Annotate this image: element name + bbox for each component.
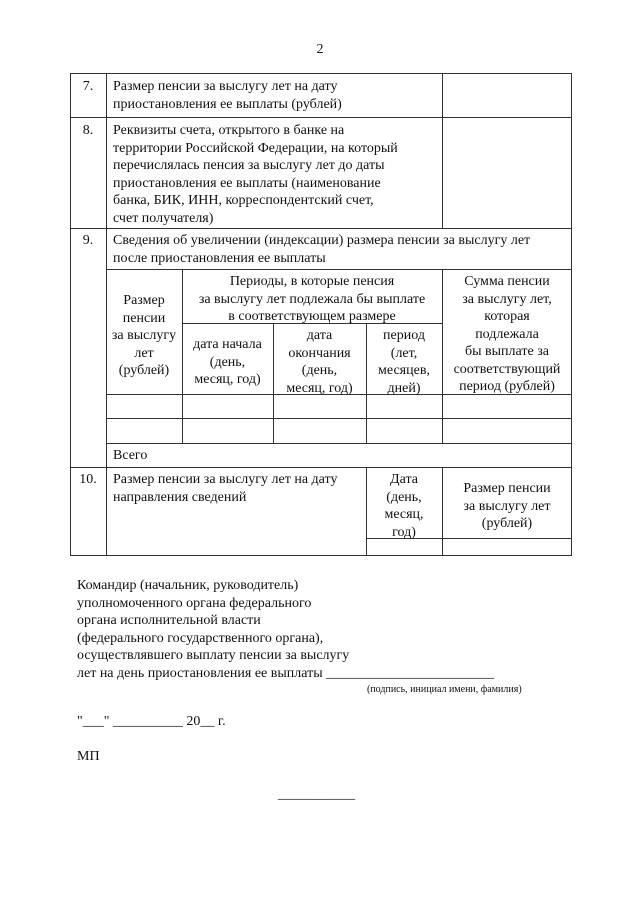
- sub-header-size-3: за выслугу: [111, 328, 177, 343]
- row10-number: 10.: [79, 472, 97, 487]
- signature-line-1: Командир (начальник, руководитель): [77, 578, 299, 593]
- row10-text-1: Размер пенсии за выслугу лет на дату: [113, 472, 338, 487]
- row8-text-3: перечислялась пенсия за выслугу лет до даты: [113, 158, 385, 173]
- row8-text-4: приостановления ее выплаты (наименование: [113, 175, 381, 191]
- row10-size-2: за выслугу лет: [463, 498, 551, 514]
- row9-text-1: Сведения об увеличении (индексации) размера пенсии за выслугу лет: [113, 233, 531, 248]
- sub-header-period-1: период: [383, 328, 425, 343]
- total-label: Всего: [113, 448, 148, 463]
- row10-date-3: месяц,: [384, 507, 424, 522]
- pension-table: [70, 73, 572, 556]
- row10-top: [70, 467, 572, 468]
- sub-header-period-2: (лет,: [390, 345, 418, 361]
- signature-line-3: органа исполнительной власти: [77, 613, 261, 628]
- row7-text-1: Размер пенсии за выслугу лет на дату: [113, 79, 338, 94]
- signature-line-4: (федерального государственного органа),: [77, 630, 324, 646]
- row10-date-2: (день,: [386, 489, 422, 505]
- row7-number: 7.: [82, 79, 94, 94]
- row9-number: 9.: [82, 233, 94, 248]
- sub-header-sum-5: бы выплате за: [465, 344, 549, 359]
- sub-header-sum-3: которая: [484, 309, 530, 324]
- value-col-divider: [442, 73, 443, 228]
- sub-header-sum-4: подлежала: [475, 326, 539, 342]
- border-top: [70, 73, 572, 74]
- sub-header-size-2: пенсии: [122, 310, 166, 326]
- row10-size-3: (рублей): [481, 516, 533, 531]
- subtable-top: [106, 269, 572, 270]
- row9-text-2: после приостановления ее выплаты: [113, 250, 326, 266]
- row8-text-6: счет получателя): [113, 210, 214, 226]
- row10-date-1: Дата: [390, 472, 418, 487]
- sub-header-end-1: дата: [306, 328, 333, 343]
- end-rule: ___________: [278, 787, 355, 802]
- row10-size-1: Размер пенсии: [463, 481, 551, 496]
- sub-header-sum-1: Сумма пенсии: [464, 274, 550, 289]
- signature-line-2: уполномоченного органа федерального: [77, 595, 312, 611]
- sub-header-periods-1: Периоды, в которые пенсия: [229, 274, 395, 289]
- sub-header-start-3: месяц, год): [194, 372, 261, 387]
- row8-text-1: Реквизиты счета, открытого в банке на: [113, 123, 345, 138]
- row7-text-2: приостановления ее выплаты (рублей): [113, 96, 342, 112]
- row8-text-5: банка, БИК, ИНН, корреспондентский счет,: [113, 193, 374, 208]
- row8-top: [70, 117, 572, 118]
- sub-header-size-5: (рублей): [118, 363, 170, 378]
- sub-header-size-4: лет: [134, 345, 154, 361]
- signature-line-6: лет на день приостановления ее выплаты ________________________: [77, 665, 495, 681]
- sub-header-period-3: месяцев,: [378, 363, 430, 378]
- signature-line-5: осуществлявшего выплату пенсии за выслугу: [77, 648, 350, 663]
- page-number: 2: [316, 42, 324, 57]
- row10-text-2: направления сведений: [113, 489, 247, 505]
- stamp-label: МП: [77, 749, 100, 764]
- sub-header-start-2: (день,: [209, 354, 246, 370]
- row8-number: 8.: [82, 123, 94, 138]
- sub-header-size-1: Размер: [123, 293, 165, 308]
- sub-header-periods-3: в соответствующем размере: [228, 309, 396, 324]
- subtable-row2-bottom: [106, 443, 572, 444]
- sub-header-start-1: дата начала: [193, 337, 262, 352]
- sub-header-end-3: (день,: [301, 363, 338, 378]
- date-line: "___" __________ 20__ г.: [77, 714, 226, 729]
- sub-header-periods-2: за выслугу лет подлежала бы выплате: [198, 291, 426, 307]
- sub-header-end-2: окончания: [288, 345, 351, 361]
- sub-header-end-4: месяц, год): [286, 380, 353, 396]
- row8-text-2: территории Российской Федерации, на который: [113, 140, 398, 156]
- sub-header-sum-7: период (рублей): [459, 379, 555, 394]
- sub-header-sum-2: за выслугу лет,: [462, 291, 552, 307]
- row10-date-4: год): [392, 524, 416, 540]
- border-bottom: [70, 555, 572, 556]
- signature-caption: (подпись, инициал имени, фамилия): [367, 684, 522, 695]
- sub-header-sum-6: соответствующий: [453, 361, 561, 377]
- subtable-row1-bottom: [106, 418, 572, 419]
- sub-header-period-4: дней): [387, 380, 421, 396]
- row9-top: [70, 228, 572, 229]
